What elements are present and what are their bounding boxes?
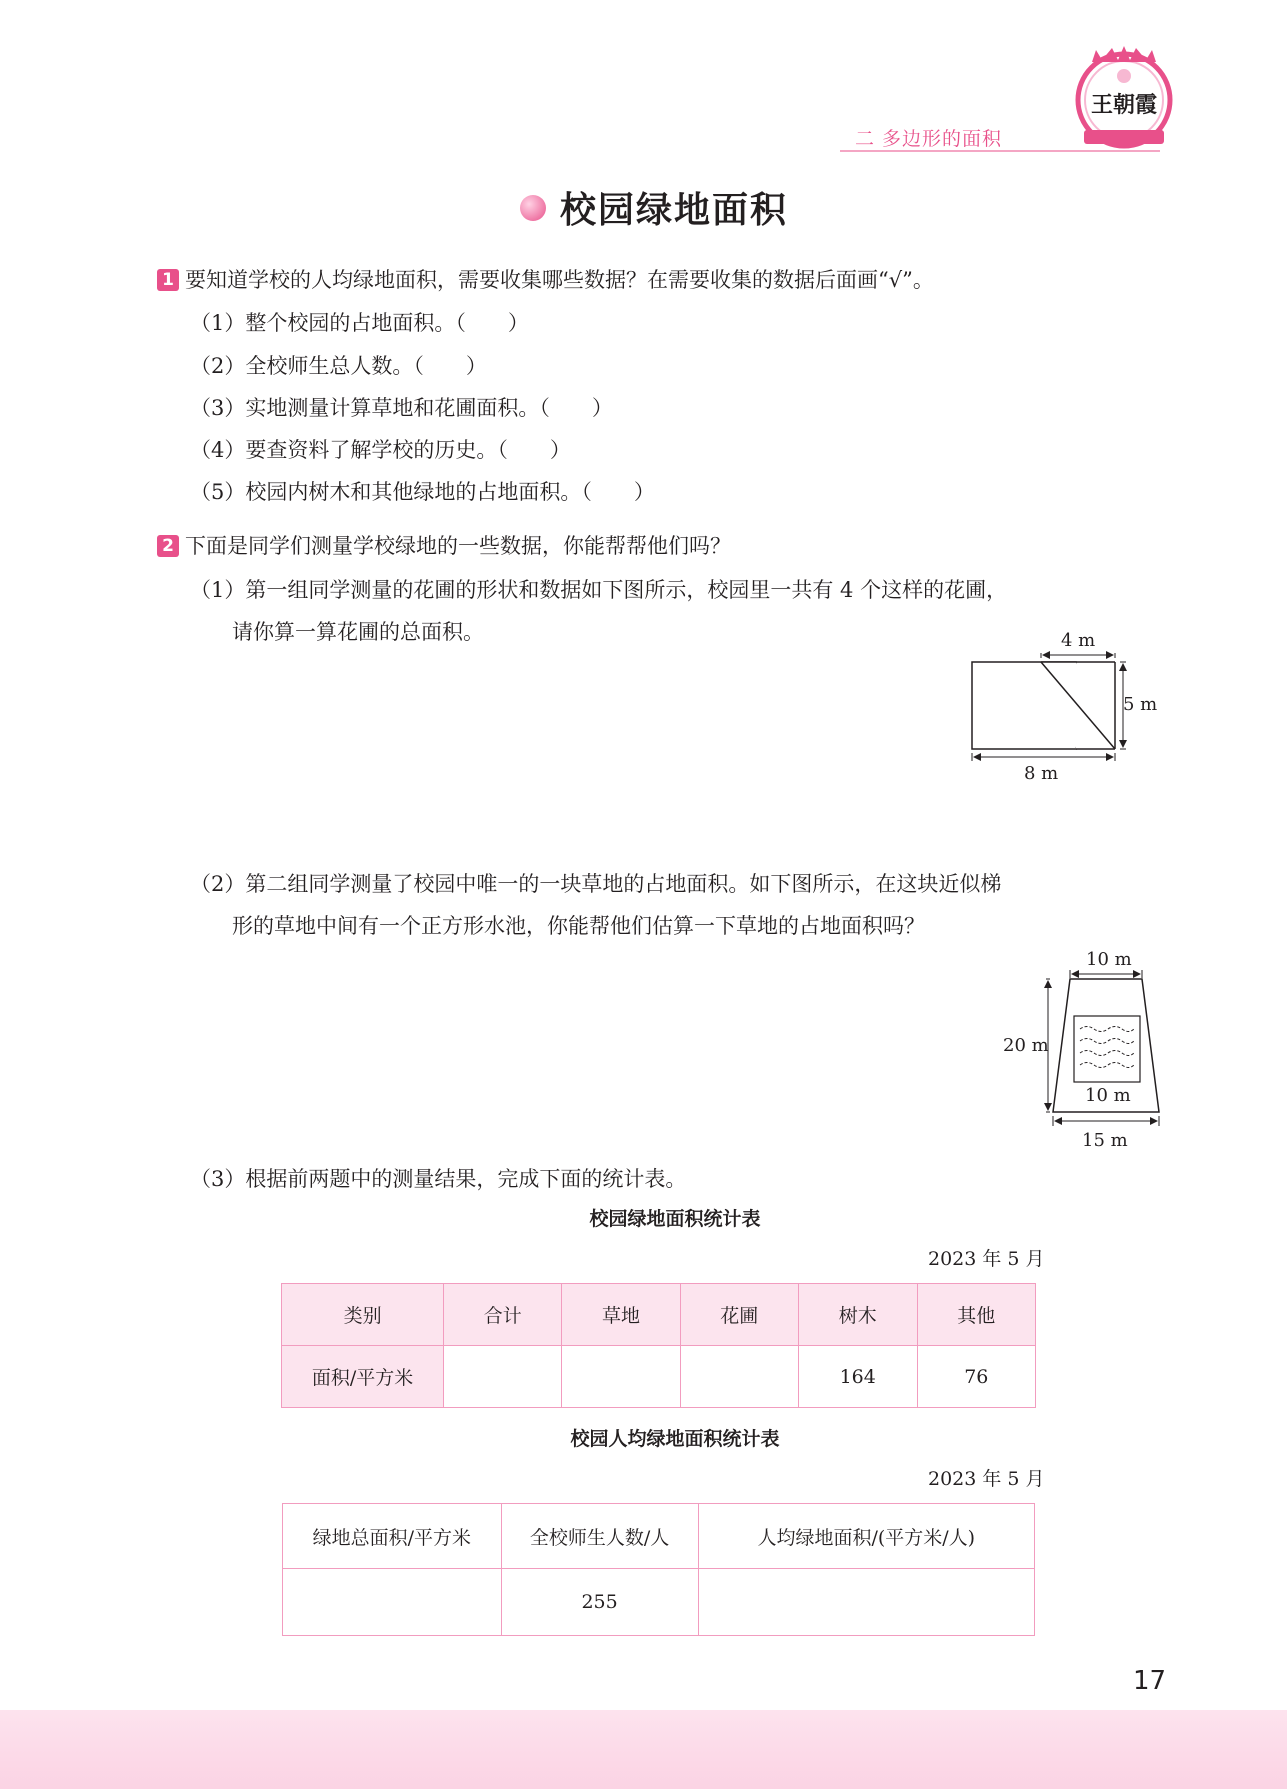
- table-header-cell: 树木: [798, 1284, 917, 1346]
- table-header-row: [283, 1504, 1035, 1569]
- q2-part2-line1: （2）第二组同学测量了校园中唯一的一块草地的占地面积。如下图所示，在这块近似梯: [190, 872, 1002, 896]
- page-number: 17: [1133, 1666, 1167, 1696]
- table-row-label: 面积/平方米: [282, 1346, 444, 1408]
- q1-option-2: （2）全校师生总人数。（ ）: [190, 354, 487, 378]
- table-cell[interactable]: [698, 1569, 1034, 1636]
- q1-option-4: （4）要查资料了解学校的历史。（ ）: [190, 438, 571, 462]
- logo-text: 王朝霞: [1090, 92, 1158, 118]
- page-title: 校园绿地面积: [560, 190, 789, 231]
- table-row: [282, 1346, 1036, 1408]
- question-number-badge: 1: [157, 269, 179, 291]
- per-capita-table: [282, 1503, 1035, 1636]
- question-number-badge: 2: [157, 535, 179, 557]
- table2-date: 2023 年 5 月: [928, 1468, 1045, 1490]
- chapter-header: 二 多边形的面积: [855, 128, 1003, 150]
- footer-band: [0, 1710, 1287, 1789]
- lawn-height-label: 20 m: [1003, 1035, 1049, 1056]
- q1-option-5: （5）校园内树木和其他绿地的占地面积。（ ）: [190, 480, 655, 504]
- table-header-cell: 类别: [282, 1284, 444, 1346]
- table-header-row: [282, 1284, 1036, 1346]
- brand-logo: [1072, 44, 1176, 156]
- table-cell[interactable]: [680, 1346, 798, 1408]
- question-1-text: 要知道学校的人均绿地面积，需要收集哪些数据？在需要收集的数据后面画“√”。: [185, 268, 934, 292]
- table2-caption: 校园人均绿地面积统计表: [570, 1428, 780, 1450]
- q2-part1-line2: 请你算一算花圃的总面积。: [232, 620, 484, 644]
- question-2: [157, 530, 731, 560]
- lawn-top-label: 10 m: [1086, 949, 1132, 970]
- q2-part1-line1: （1）第一组同学测量的花圃的形状和数据如下图所示，校园里一共有 4 个这样的花圃，: [190, 578, 1008, 602]
- table-header-cell: 绿地总面积/平方米: [283, 1504, 502, 1569]
- pool-side-label: 10 m: [1085, 1085, 1131, 1106]
- table-header-cell: 人均绿地面积/(平方米/人): [698, 1504, 1034, 1569]
- table-header-cell: 花圃: [680, 1284, 798, 1346]
- table1-date: 2023 年 5 月: [928, 1248, 1045, 1270]
- table-cell[interactable]: [444, 1346, 562, 1408]
- table-cell[interactable]: [283, 1569, 502, 1636]
- flowerbed-top-label: 4 m: [1061, 630, 1096, 651]
- q1-option-3: （3）实地测量计算草地和花圃面积。（ ）: [190, 396, 613, 420]
- lawn-bottom-label: 15 m: [1082, 1130, 1128, 1151]
- flowerbed-height-label: 5 m: [1123, 694, 1158, 715]
- table-row: [283, 1569, 1035, 1636]
- question-2-text: 下面是同学们测量学校绿地的一些数据，你能帮帮他们吗？: [185, 534, 731, 558]
- table-header-cell: 其他: [917, 1284, 1035, 1346]
- flowerbed-width-label: 8 m: [1024, 763, 1059, 784]
- green-area-table: [281, 1283, 1036, 1408]
- table1-caption: 校园绿地面积统计表: [589, 1208, 761, 1230]
- table-cell: 164: [798, 1346, 917, 1408]
- table-cell: 76: [917, 1346, 1035, 1408]
- q2-part2-line2: 形的草地中间有一个正方形水池，你能帮他们估算一下草地的占地面积吗？: [232, 914, 925, 938]
- table-header-cell: 合计: [444, 1284, 562, 1346]
- table-cell[interactable]: [562, 1346, 680, 1408]
- q2-part3: （3）根据前两题中的测量结果，完成下面的统计表。: [190, 1167, 687, 1191]
- table-cell: 255: [501, 1569, 698, 1636]
- table-header-cell: 草地: [562, 1284, 680, 1346]
- q1-option-1: （1）整个校园的占地面积。（ ）: [190, 311, 529, 335]
- table-header-cell: 全校师生人数/人: [501, 1504, 698, 1569]
- question-1: [157, 264, 934, 294]
